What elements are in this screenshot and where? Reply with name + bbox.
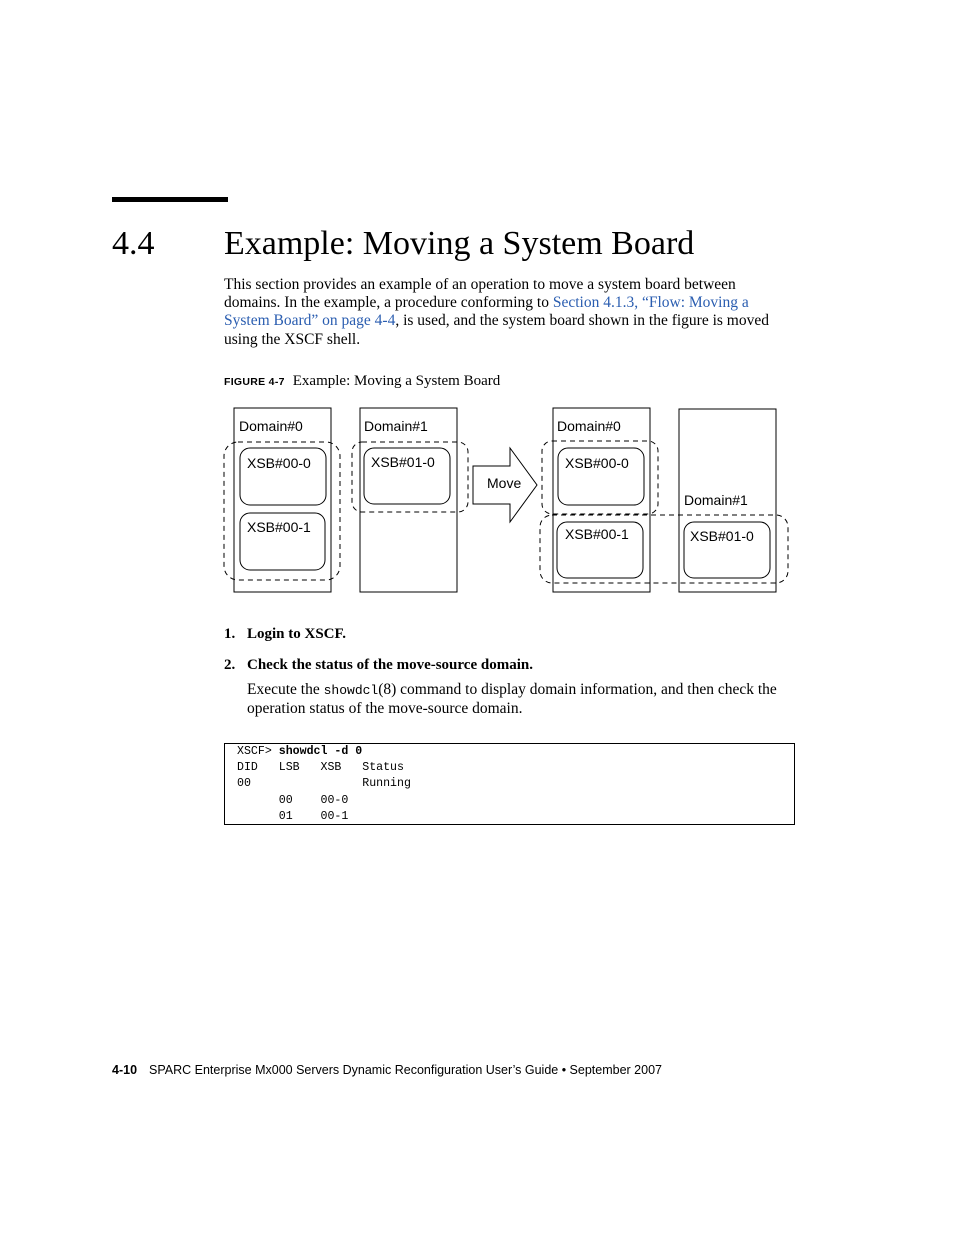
figure-label: FIGURE 4-7 (224, 376, 285, 388)
intro-text-2: , is used, and the system board shown in the figure is moved using the XSCF shell. (224, 312, 769, 348)
footer-text: SPARC Enterprise Mx000 Servers Dynamic Reconfiguration User’s Guide • September 2007 (149, 1063, 662, 1077)
after-xsb-01-0-label: XSB#01-0 (690, 528, 754, 544)
after-domain1-label: Domain#1 (684, 492, 748, 508)
code-prompt: XSCF> (237, 745, 279, 758)
move-arrow-label: Move (487, 475, 522, 491)
code-command: showdcl -d 0 (278, 745, 363, 758)
code-example (237, 744, 411, 825)
after-xsb-00-1-label: XSB#00-1 (565, 526, 629, 542)
after-domain0-label: Domain#0 (557, 418, 621, 434)
before-xsb-00-1-label: XSB#00-1 (247, 519, 311, 535)
section-title: Example: Moving a System Board (224, 225, 695, 262)
before-domain0-label: Domain#0 (239, 418, 303, 434)
page-footer (112, 1063, 662, 1077)
code-output: DID LSB XSB Status 00 Running 00 00-0 01 00-1 (237, 761, 411, 823)
before-xsb-00-0-label: XSB#00-0 (247, 455, 311, 471)
section-number: 4.4 (112, 225, 155, 262)
step-2-number: 2. (224, 657, 236, 673)
intro-text-1: This section provides an example of an operation to move a system board between domains. In the example, a procedure conforming to (224, 276, 736, 312)
footer-page-number: 4-10 (112, 1063, 138, 1077)
step-2 (224, 657, 533, 674)
step-1-title: Login to XSCF. (247, 626, 347, 642)
step-2-body-pre: Execute the (247, 681, 324, 698)
figure-title: Example: Moving a System Board (292, 373, 501, 389)
before-xsb-01-0-label: XSB#01-0 (371, 454, 435, 470)
step-1 (224, 626, 346, 643)
step-2-title: Check the status of the move-source domain. (247, 657, 533, 673)
step-2-body (247, 681, 777, 718)
step-2-command-name: showdcl (323, 683, 379, 698)
step-2-body-post: (8) command to display domain information, and then check the operation status of the move-source domain. (247, 681, 777, 718)
step-1-number: 1. (224, 626, 236, 642)
before-domain1-label: Domain#1 (364, 418, 428, 434)
after-xsb-00-0-label: XSB#00-0 (565, 455, 629, 471)
section-cross-reference-link[interactable]: Section 4.1.3, “Flow: Moving a System Board” on page 4-4 (224, 294, 749, 330)
code-example-box (224, 743, 795, 825)
